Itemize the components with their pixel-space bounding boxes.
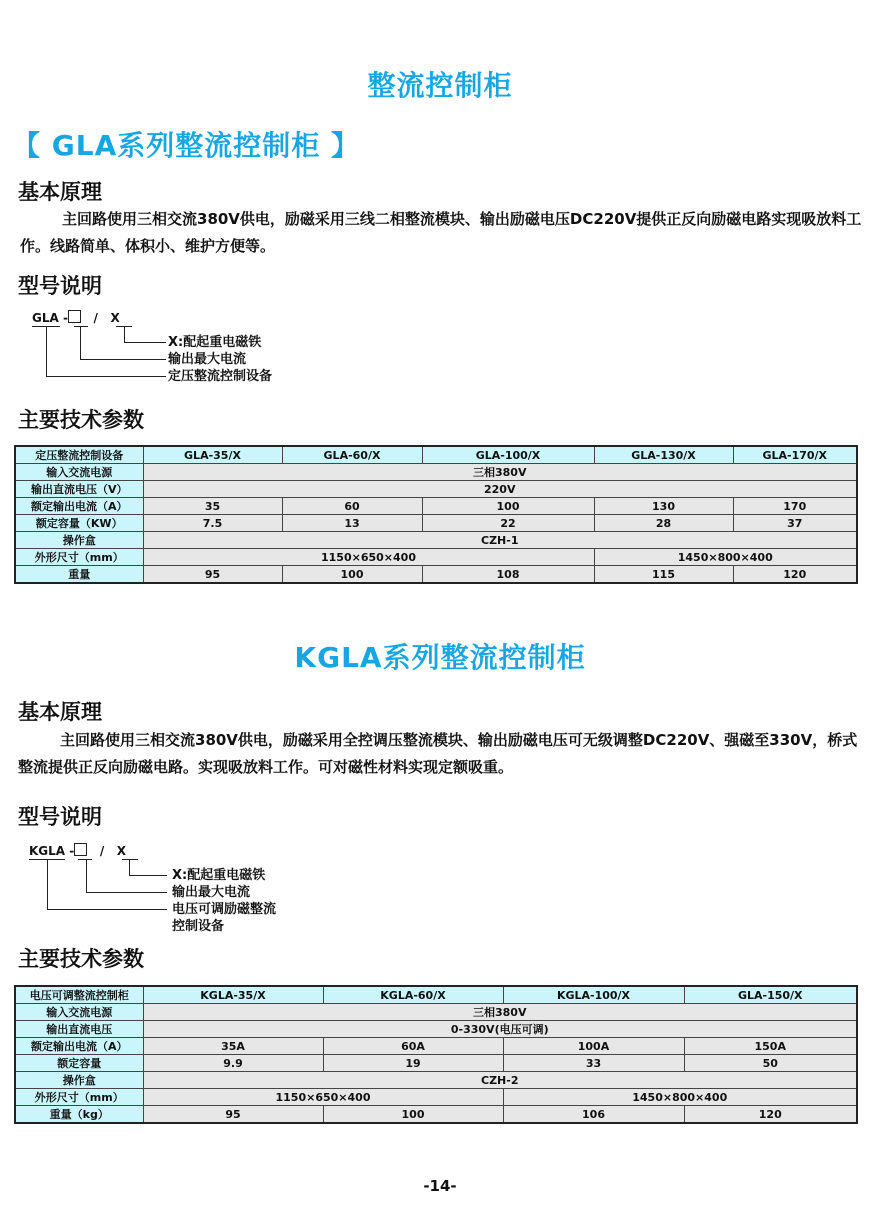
row-label: 重量（kg） [15,1106,143,1124]
row-label: 额定输出电流（A） [15,498,143,515]
table-cell: 130 [594,498,733,515]
model-slash: / [99,844,105,858]
model-suffix: X [116,844,127,858]
table-cell: 1450×800×400 [594,549,857,566]
header-cell: 电压可调整流控制柜 [15,986,143,1004]
table-cell: 0-330V(电压可调) [143,1021,857,1038]
table-cell: 37 [733,515,857,532]
page-title: 整流控制柜 [367,69,513,102]
leader-line [129,875,167,876]
kgla-model-code [29,843,126,858]
gla-model-legend [168,334,272,385]
table-cell: 120 [684,1106,857,1124]
leader-line [46,326,47,377]
header-cell: GLA-150/X [684,986,857,1004]
gla-principle-text: 主回路使用三相交流380V供电，励磁采用三线二相整流模块、输出励磁电压DC220V提供正反向励磁电路实现吸放料工作。线路简单、体积小、维护方便等。 [20,210,862,255]
leader-line [80,326,81,360]
table-cell: 115 [594,566,733,584]
table-cell: CZH-1 [143,532,857,549]
table-cell: 60 [282,498,422,515]
kgla-spec-table [14,985,858,1124]
legend-item: 输出最大电流 [168,352,247,367]
table-cell: 60A [323,1038,503,1055]
table-row [15,1106,857,1124]
table-cell: 220V [143,481,857,498]
model-suffix: X [110,311,120,325]
gla-model-code [32,310,120,325]
table-cell: 106 [503,1106,684,1124]
model-slash: / [93,311,98,325]
leader-line [80,359,166,360]
table-cell: 108 [422,566,594,584]
table-cell: 100 [282,566,422,584]
header-cell: GLA-130/X [594,446,733,464]
kgla-principle-text: 主回路使用三相交流380V供电，励磁采用全控调压整流模块、输出励磁电压可无级调整DC220V、强磁至330V，桥式整流提供正反向励磁电路。实现吸放料工作。可对磁性材料实现定额吸重。 [18,731,858,776]
legend-item: 控制设备 [172,919,225,934]
row-label: 重量 [15,566,143,584]
kgla-model-heading: 型号说明 [18,805,102,829]
table-cell: CZH-2 [143,1072,857,1089]
model-dash: - [69,844,75,858]
gla-section-title: 【 GLA系列整流控制柜 】 [12,129,360,162]
table-cell: 1150×650×400 [143,549,594,566]
table-row [15,1072,857,1089]
table-cell: 19 [323,1055,503,1072]
header-cell: GLA-100/X [422,446,594,464]
table-row [15,566,857,584]
gla-params-heading: 主要技术参数 [18,408,144,432]
kgla-principle-heading: 基本原理 [18,700,102,724]
row-label: 输入交流电源 [15,464,143,481]
gla-principle-heading: 基本原理 [18,180,102,204]
underline [122,859,138,860]
table-cell: 120 [733,566,857,584]
row-label: 操作盒 [15,1072,143,1089]
table-row [15,1055,857,1072]
row-label: 外形尺寸（mm） [15,549,143,566]
table-cell: 22 [422,515,594,532]
underline [74,326,88,327]
table-row [15,498,857,515]
model-dash: - [62,311,68,325]
header-cell: KGLA-100/X [503,986,684,1004]
leader-line [124,326,125,343]
table-row [15,1038,857,1055]
table-cell: 33 [503,1055,684,1072]
table-cell: 150A [684,1038,857,1055]
underline [78,859,92,860]
row-label: 输出直流电压 [15,1021,143,1038]
table-row [15,464,857,481]
table-cell: 170 [733,498,857,515]
table-cell: 50 [684,1055,857,1072]
table-cell: 1450×800×400 [503,1089,857,1106]
row-label: 额定容量 [15,1055,143,1072]
table-row [15,481,857,498]
leader-line [46,376,166,377]
table-cell: 1150×650×400 [143,1089,503,1106]
legend-item: X:配起重电磁铁 [168,335,262,350]
gla-model-heading: 型号说明 [18,274,102,298]
header-cell: GLA-170/X [733,446,857,464]
leader-line [124,342,166,343]
leader-line [129,859,130,876]
row-label: 额定输出电流（A） [15,1038,143,1055]
table-cell: 100 [323,1106,503,1124]
leader-line [86,892,167,893]
header-cell: KGLA-35/X [143,986,323,1004]
table-header-row [15,446,857,464]
table-row [15,1004,857,1021]
leader-line [47,859,48,910]
table-cell: 7.5 [143,515,282,532]
legend-item: 定压整流控制设备 [168,369,273,384]
table-row [15,1089,857,1106]
table-cell: 95 [143,566,282,584]
table-row [15,532,857,549]
table-cell: 9.9 [143,1055,323,1072]
kgla-params-heading: 主要技术参数 [18,947,144,971]
table-cell: 13 [282,515,422,532]
table-cell: 100 [422,498,594,515]
header-cell: GLA-35/X [143,446,282,464]
header-cell: GLA-60/X [282,446,422,464]
table-cell: 35A [143,1038,323,1055]
kgla-section-title: KGLA系列整流控制柜 [294,641,586,674]
kgla-model-legend [172,867,276,935]
model-current-box [74,843,87,856]
page-number: -14- [423,1177,457,1195]
legend-item: 电压可调励磁整流 [172,902,277,917]
table-row [15,515,857,532]
table-cell: 28 [594,515,733,532]
header-cell: KGLA-60/X [323,986,503,1004]
row-label: 外形尺寸（mm） [15,1089,143,1106]
table-cell: 35 [143,498,282,515]
model-prefix: KGLA [29,844,66,858]
table-header-row [15,986,857,1004]
row-label: 输入交流电源 [15,1004,143,1021]
legend-item: 输出最大电流 [172,885,251,900]
model-prefix: GLA [32,311,59,325]
leader-line [86,859,87,893]
table-row [15,1021,857,1038]
legend-item: X:配起重电磁铁 [172,868,266,883]
table-cell: 三相380V [143,464,857,481]
row-label: 输出直流电压（V） [15,481,143,498]
gla-spec-table [14,445,858,584]
leader-line [47,909,167,910]
table-cell: 95 [143,1106,323,1124]
header-cell: 定压整流控制设备 [15,446,143,464]
table-row [15,549,857,566]
row-label: 额定容量（KW） [15,515,143,532]
model-current-box [68,310,81,323]
table-cell: 100A [503,1038,684,1055]
table-cell: 三相380V [143,1004,857,1021]
row-label: 操作盒 [15,532,143,549]
